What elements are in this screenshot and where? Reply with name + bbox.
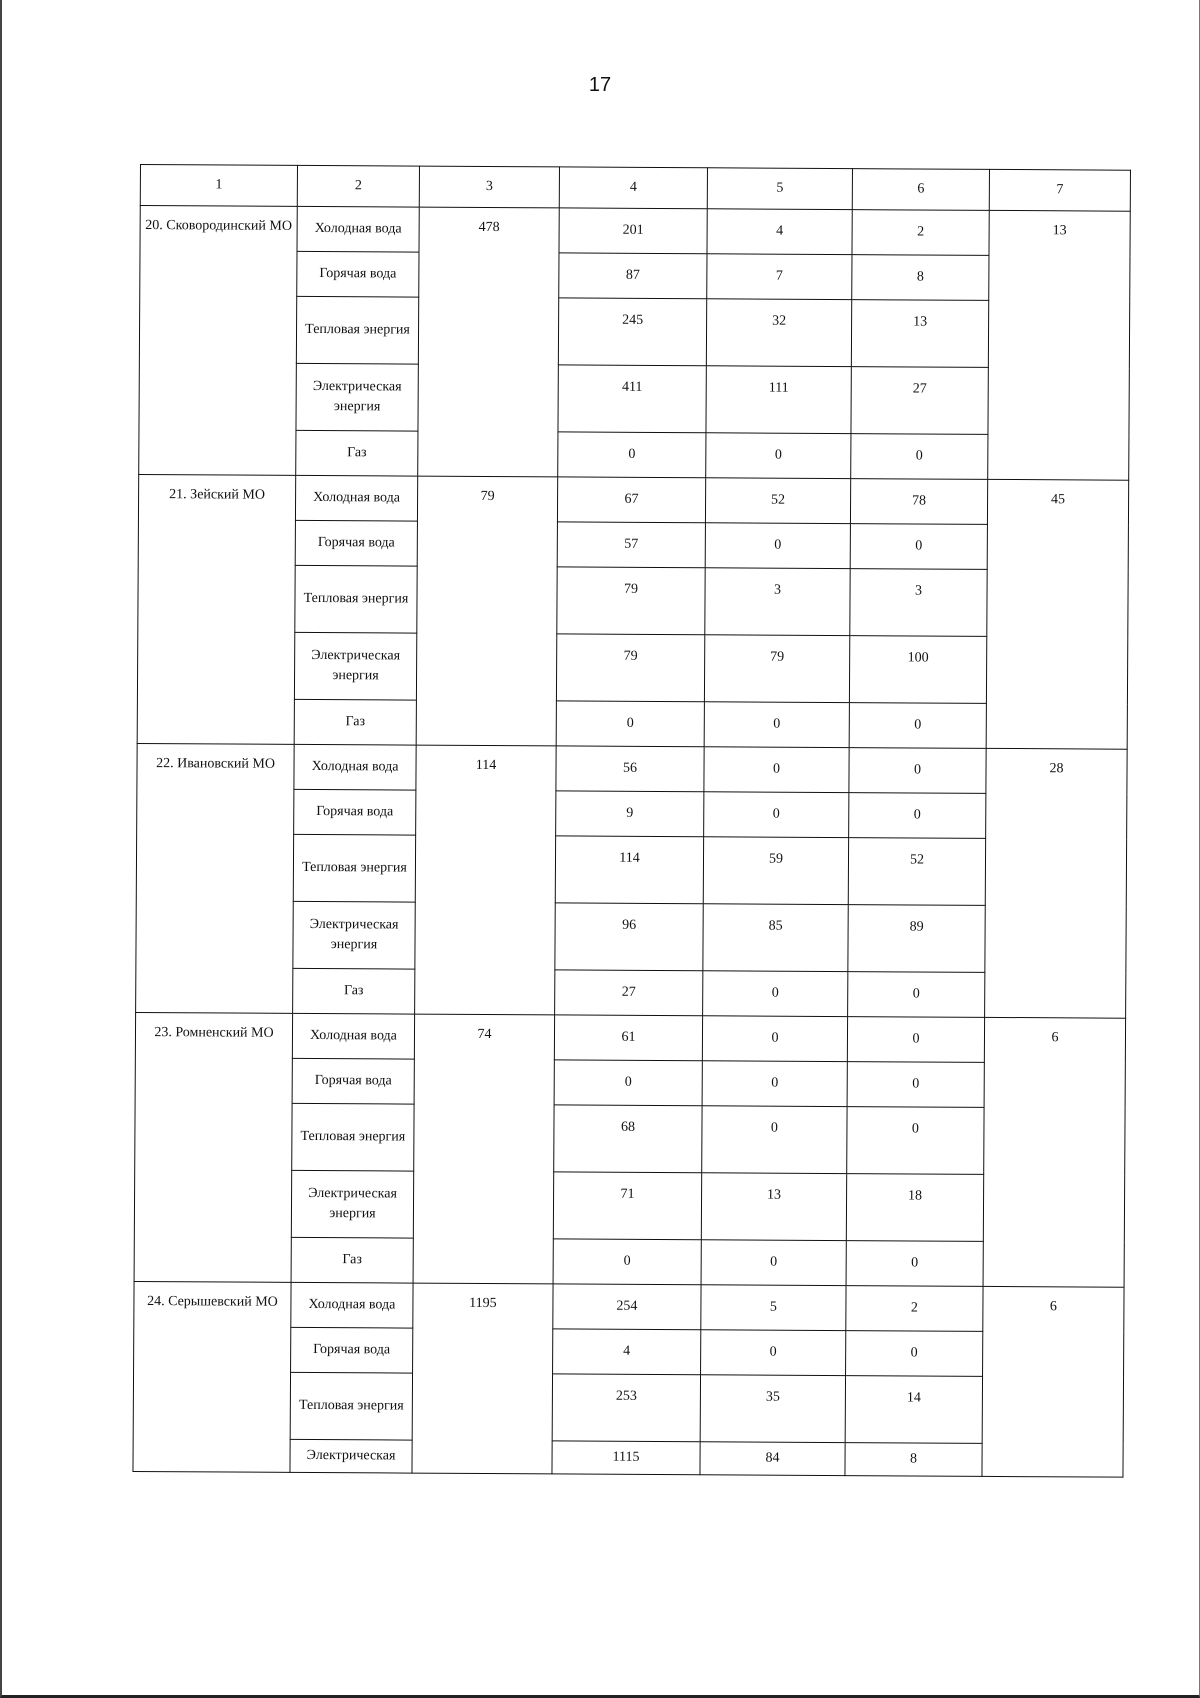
page-number: 17 (588, 74, 612, 96)
col6-cell: 0 (849, 793, 986, 839)
municipality-cell: 22. Ивановский МО (136, 743, 295, 1013)
col4-cell: 0 (556, 701, 704, 747)
col4-cell: 0 (553, 1239, 701, 1285)
utility-cell: Газ (296, 430, 418, 476)
column-header: 6 (852, 169, 989, 211)
utility-cell: Газ (291, 1237, 413, 1283)
col3-cell: 79 (416, 476, 558, 746)
col5-cell: 0 (702, 1061, 847, 1107)
col6-cell: 0 (850, 524, 987, 570)
col4-cell: 79 (556, 634, 704, 702)
col6-cell: 0 (846, 1331, 983, 1377)
utility-cell: Горячая вода (292, 1058, 414, 1104)
col4-cell: 87 (559, 253, 707, 299)
table-row (135, 1012, 1125, 1063)
col4-cell: 56 (556, 746, 704, 792)
col6-cell: 0 (849, 703, 986, 749)
col7-cell: 45 (986, 479, 1129, 749)
col3-cell: 74 (413, 1014, 555, 1284)
col3-cell: 1195 (412, 1283, 553, 1474)
col6-cell: 14 (845, 1376, 982, 1444)
col7-cell: 6 (983, 1017, 1126, 1287)
column-header: 3 (419, 166, 559, 208)
col4-cell: 114 (555, 836, 703, 904)
col4-cell: 0 (554, 1060, 702, 1106)
col4-cell: 57 (557, 522, 705, 568)
col4-cell: 61 (554, 1015, 702, 1061)
data-table (132, 164, 1131, 1478)
col6-cell: 52 (848, 838, 985, 906)
municipality-cell: 21. Зейский МО (137, 474, 296, 744)
col3-cell: 114 (415, 745, 557, 1015)
col7-cell: 6 (982, 1286, 1124, 1477)
table-row (137, 743, 1127, 794)
utility-cell: Электрическая энергия (291, 1170, 413, 1238)
col4-cell: 68 (554, 1105, 702, 1173)
table-row (140, 206, 1130, 257)
utility-cell: Холодная вода (295, 475, 417, 521)
utility-cell: Тепловая энергия (295, 565, 417, 633)
col6-cell: 3 (850, 569, 987, 637)
col5-cell: 79 (704, 635, 849, 703)
col4-cell: 411 (558, 365, 706, 433)
col4-cell: 245 (558, 298, 706, 366)
col5-cell: 59 (703, 837, 848, 905)
col6-cell: 0 (851, 434, 988, 480)
col6-cell: 13 (851, 300, 988, 368)
utility-cell: Тепловая энергия (293, 834, 415, 902)
utility-cell: Тепловая энергия (290, 1372, 412, 1440)
col6-cell: 89 (848, 905, 985, 973)
utility-cell: Тепловая энергия (296, 296, 418, 364)
col4-cell: 0 (558, 432, 706, 478)
utility-cell: Холодная вода (292, 1013, 414, 1059)
table-header-row (140, 165, 1130, 212)
utility-cell: Электрическая (290, 1439, 412, 1473)
col6-cell: 8 (845, 1443, 982, 1477)
municipality-cell: 23. Ромненский МО (134, 1012, 293, 1282)
col4-cell: 79 (557, 567, 705, 635)
col6-cell: 0 (847, 1107, 984, 1175)
col4-cell: 71 (553, 1172, 701, 1240)
col5-cell: 0 (702, 1016, 847, 1062)
utility-cell: Газ (293, 968, 415, 1014)
municipality-cell: 20. Сковородинский МО (139, 206, 298, 476)
col5-cell: 32 (706, 299, 851, 367)
col5-cell: 4 (707, 209, 852, 255)
col4-cell: 1115 (552, 1441, 700, 1475)
col5-cell: 5 (701, 1285, 846, 1331)
column-header: 5 (707, 168, 852, 210)
col5-cell: 13 (701, 1173, 846, 1241)
col6-cell: 18 (846, 1174, 983, 1242)
col5-cell: 0 (701, 1240, 846, 1286)
municipality-cell: 24. Серышевский МО (133, 1281, 291, 1472)
col6-cell: 0 (847, 1062, 984, 1108)
col6-cell: 0 (849, 748, 986, 794)
col6-cell: 0 (846, 1241, 983, 1287)
col4-cell: 254 (553, 1284, 701, 1330)
col4-cell: 67 (557, 477, 705, 523)
col3-cell: 478 (418, 207, 560, 477)
col4-cell: 96 (555, 903, 703, 971)
table-row (138, 474, 1128, 525)
col5-cell: 0 (701, 1330, 846, 1376)
col4-cell: 4 (553, 1329, 701, 1375)
col4-cell: 201 (559, 208, 707, 254)
col5-cell: 0 (705, 523, 850, 569)
col5-cell: 84 (700, 1442, 845, 1476)
utility-cell: Электрическая энергия (296, 363, 418, 431)
col5-cell: 111 (706, 366, 851, 434)
column-header: 7 (989, 169, 1130, 211)
col6-cell: 2 (852, 210, 989, 256)
utility-cell: Горячая вода (291, 1327, 413, 1373)
col5-cell: 0 (703, 971, 848, 1017)
col6-cell: 8 (852, 255, 989, 301)
col4-cell: 27 (555, 970, 703, 1016)
table-row (134, 1281, 1124, 1332)
utility-cell: Тепловая энергия (292, 1103, 414, 1171)
col6-cell: 78 (850, 479, 987, 525)
col6-cell: 0 (847, 1017, 984, 1063)
col4-cell: 253 (552, 1374, 700, 1442)
column-header: 1 (140, 165, 297, 207)
col5-cell: 35 (700, 1375, 845, 1443)
col5-cell: 52 (705, 478, 850, 524)
utility-cell: Горячая вода (295, 520, 417, 566)
col5-cell: 85 (703, 904, 848, 972)
col5-cell: 0 (704, 747, 849, 793)
col5-cell: 0 (706, 433, 851, 479)
col6-cell: 100 (849, 636, 986, 704)
col5-cell: 0 (704, 702, 849, 748)
col5-cell: 3 (705, 568, 850, 636)
col5-cell: 7 (707, 254, 852, 300)
utility-cell: Холодная вода (294, 744, 416, 790)
utility-cell: Холодная вода (291, 1282, 413, 1328)
utility-cell: Электрическая энергия (294, 632, 416, 700)
column-header: 2 (297, 165, 419, 207)
utility-cell: Электрическая энергия (293, 901, 415, 969)
col5-cell: 0 (704, 792, 849, 838)
col6-cell: 0 (848, 972, 985, 1018)
col4-cell: 9 (556, 791, 704, 837)
column-header: 4 (559, 167, 707, 209)
col6-cell: 27 (851, 367, 988, 435)
utility-cell: Горячая вода (294, 789, 416, 835)
col7-cell: 13 (988, 210, 1131, 480)
utility-cell: Горячая вода (297, 251, 419, 297)
col6-cell: 2 (846, 1286, 983, 1332)
col7-cell: 28 (985, 748, 1128, 1018)
utility-cell: Газ (294, 699, 416, 745)
utility-cell: Холодная вода (297, 206, 419, 252)
col5-cell: 0 (702, 1106, 847, 1174)
